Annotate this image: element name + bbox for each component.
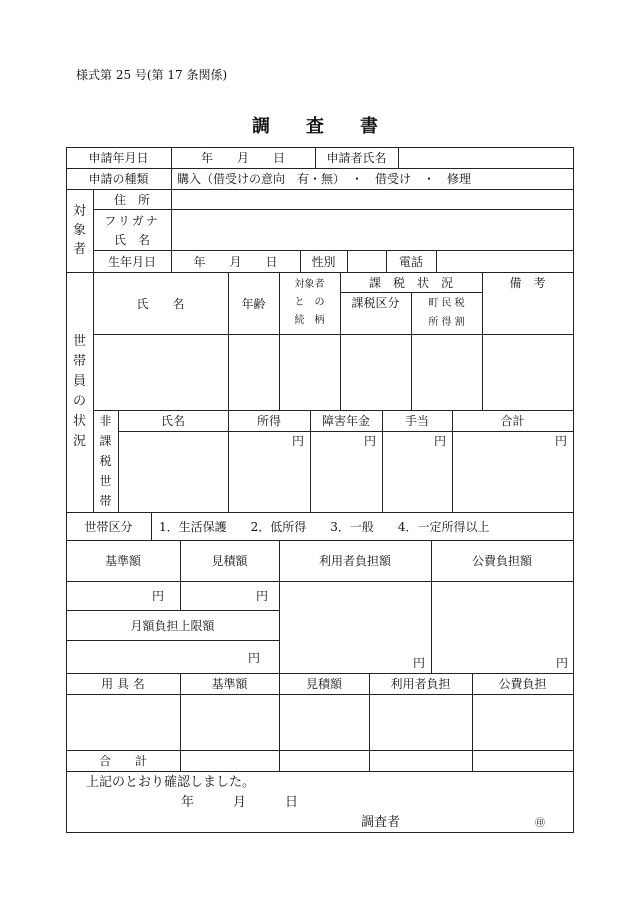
non-taxed-label: 非 課 税 世 帯	[99, 414, 112, 508]
standard-amount-field[interactable]	[66, 581, 180, 610]
subject-name-field[interactable]	[171, 209, 573, 250]
non-taxed-income-field[interactable]	[228, 431, 310, 512]
non-taxed-allowance-header: 手当	[404, 414, 429, 428]
address-field[interactable]	[171, 189, 573, 209]
item-estimate-field[interactable]	[279, 694, 369, 750]
applicant-name-label: 申請者氏名	[326, 151, 387, 165]
non-taxed-income-header: 所得	[256, 414, 281, 428]
item-name-header: 用 具 名	[101, 677, 145, 691]
investigator-name-field[interactable]	[410, 812, 530, 830]
address-label: 住 所	[113, 192, 150, 207]
remarks-header: 備 考	[509, 275, 546, 290]
items-total-label: 合 計	[98, 754, 147, 768]
total-public-burden-field[interactable]	[472, 750, 573, 771]
member-relation-field[interactable]	[279, 334, 340, 410]
pension-yen-unit: 円	[363, 434, 376, 448]
monthly-limit-label: 月額負担上限額	[130, 618, 215, 633]
tax-status-header: 課 税 状 況	[368, 275, 453, 290]
sex-field[interactable]	[347, 250, 386, 272]
application-date-field[interactable]: 年 月 日	[200, 151, 285, 165]
non-taxed-name-field[interactable]	[118, 431, 228, 512]
income-yen-unit: 円	[291, 434, 304, 448]
non-taxed-allowance-field[interactable]	[382, 431, 452, 512]
estimate-amount-field[interactable]	[180, 581, 279, 610]
public-burden-header: 公費負担額	[471, 554, 532, 568]
monthly-limit-field[interactable]	[66, 640, 279, 673]
phone-label: 電話	[398, 254, 423, 269]
member-name-field[interactable]	[93, 334, 228, 410]
member-relation-header: 対象者 と の 続 柄	[294, 279, 325, 326]
household-class-label: 世帯区分	[84, 519, 133, 534]
item-standard-field[interactable]	[180, 694, 279, 750]
phone-field[interactable]	[436, 250, 573, 272]
item-public-burden-field[interactable]	[472, 694, 573, 750]
item-user-burden-header: 利用者負担	[390, 677, 451, 691]
member-age-header: 年齢	[241, 296, 266, 311]
household-status-label: 世 帯 員 の 状 況	[72, 334, 86, 449]
confirmation-date-field[interactable]: 年 月 日	[181, 795, 299, 810]
non-taxed-total-field[interactable]	[452, 431, 573, 512]
standard-amount-header: 基準額	[104, 554, 141, 568]
monthly-limit-yen-unit: 円	[247, 651, 260, 665]
application-type-label: 申請の種類	[88, 172, 149, 186]
allowance-yen-unit: 円	[433, 434, 446, 448]
estimate-yen-unit: 円	[255, 589, 268, 603]
member-name-header: 氏 名	[136, 296, 185, 311]
non-taxed-total-header: 合計	[500, 414, 525, 428]
household-class-options[interactable]: 1．生活保護 2．低所得 3．一般 4．一定所得以上	[159, 519, 490, 534]
user-burden-field[interactable]	[279, 581, 431, 673]
non-taxed-pension-field[interactable]	[310, 431, 382, 512]
birth-date-field[interactable]: 年 月 日	[193, 254, 278, 269]
non-taxed-name-header: 氏名	[160, 414, 185, 428]
seal-mark: ㊞	[535, 818, 545, 829]
estimate-amount-header: 見積額	[211, 554, 248, 568]
tax-class-header: 課税区分	[351, 295, 400, 310]
subject-label: 対 象 者	[72, 204, 86, 257]
total-standard-field[interactable]	[180, 750, 279, 771]
page-title: 調 査 書	[252, 116, 378, 137]
public-burden-yen-unit: 円	[555, 656, 568, 670]
item-user-burden-field[interactable]	[369, 694, 472, 750]
item-estimate-header: 見積額	[305, 677, 342, 691]
user-burden-yen-unit: 円	[412, 656, 425, 670]
item-standard-header: 基準額	[211, 677, 248, 691]
application-date-label: 申請年月日	[88, 151, 149, 165]
total-user-burden-field[interactable]	[369, 750, 472, 771]
total-yen-unit: 円	[554, 434, 567, 448]
total-estimate-field[interactable]	[279, 750, 369, 771]
user-burden-header: 利用者負担額	[318, 554, 391, 568]
item-public-burden-header: 公費負担	[498, 677, 547, 691]
tax-class-field[interactable]	[340, 334, 411, 410]
birth-date-label: 生年月日	[107, 254, 156, 269]
town-tax-field[interactable]	[411, 334, 482, 410]
form-number: 様式第 25 号(第 17 条関係)	[76, 68, 228, 82]
remarks-field[interactable]	[482, 292, 573, 410]
non-taxed-pension-header: 障害年金	[321, 414, 370, 428]
standard-yen-unit: 円	[151, 589, 164, 603]
sex-label: 性別	[311, 254, 336, 269]
applicant-name-field[interactable]	[398, 147, 573, 168]
member-age-field[interactable]	[228, 334, 279, 410]
public-burden-field[interactable]	[431, 581, 573, 673]
town-tax-header: 町 民 税 所 得 割	[428, 298, 465, 328]
application-type-options[interactable]: 購入（借受けの意向 有・無） ・ 借受け ・ 修理	[177, 172, 472, 186]
subject-name-label: 氏 名	[113, 232, 150, 247]
investigator-label: 調査者	[361, 815, 401, 830]
item-name-field[interactable]	[66, 694, 180, 750]
furigana-label: フリガナ	[104, 213, 160, 228]
confirmation-text: 上記のとおり確認しました。	[86, 775, 256, 790]
